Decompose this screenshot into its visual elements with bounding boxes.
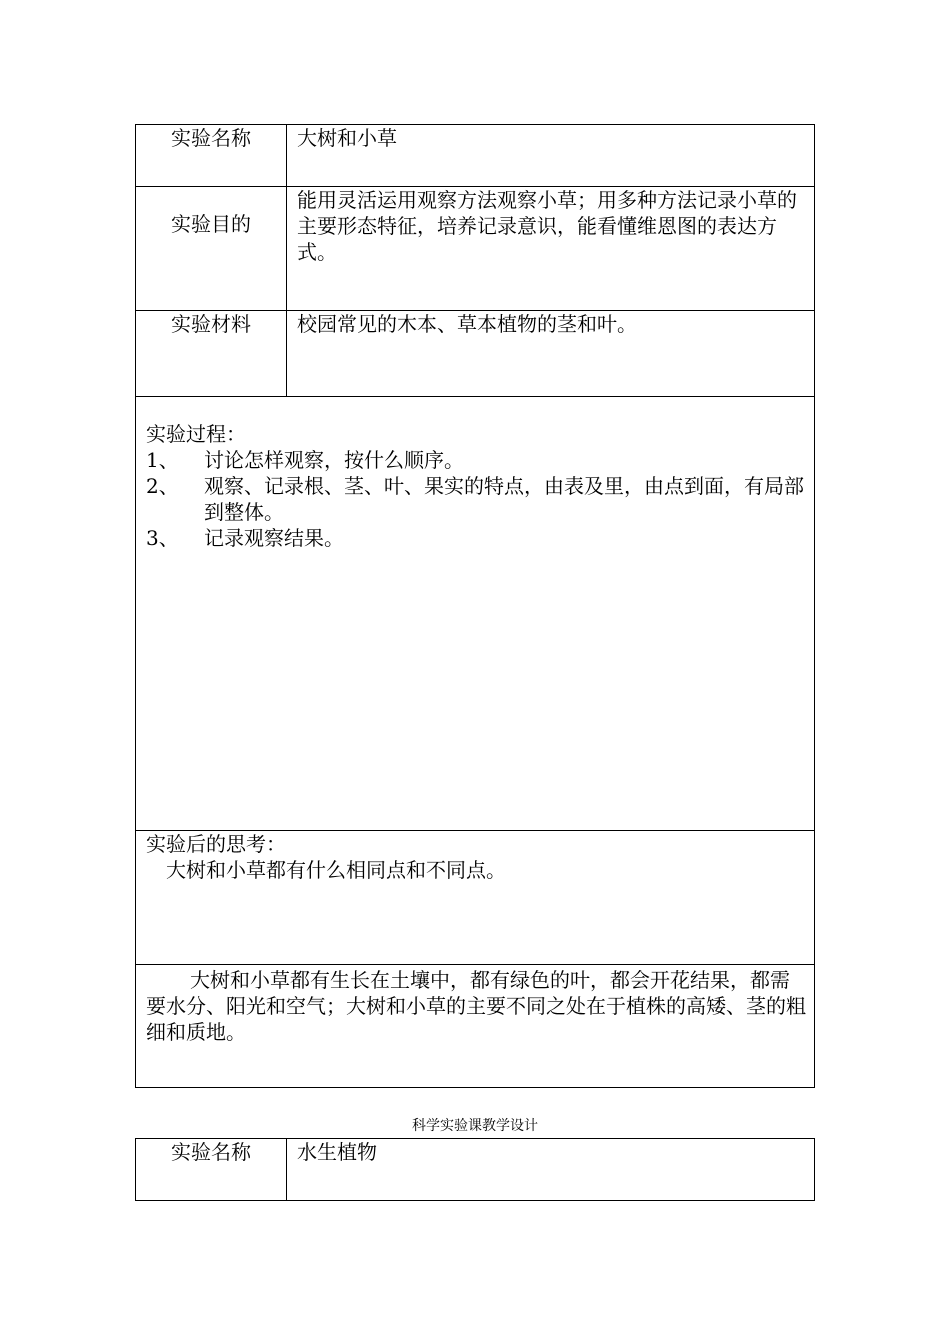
experiment-name-value: 水生植物 [287, 1139, 815, 1201]
process-step-text: 讨论怎样观察，按什么顺序。 [204, 448, 464, 472]
process-step [146, 447, 806, 473]
experiment-process-steps [146, 447, 806, 551]
process-step [146, 525, 806, 551]
reflection-cell [136, 831, 815, 965]
experiment-process-cell [136, 397, 815, 831]
process-step [146, 473, 806, 525]
experiment-name-value: 大树和小草 [287, 125, 815, 187]
reflection-question: 大树和小草都有什么相同点和不同点。 [166, 858, 506, 882]
experiment-purpose-label [136, 187, 287, 311]
experiment-purpose-value: 能用灵活运用观察方法观察小草；用多种方法记录小草的主要形态特征，培养记录意识，能看懂维恩图的表达方式。 [287, 187, 815, 311]
process-step-text: 观察、记录根、茎、叶、果实的特点，由表及里，由点到面，有局部到整体。 [204, 474, 804, 524]
process-step-number: 2、 [146, 474, 179, 498]
experiment-name-label: 实验名称 [136, 1139, 287, 1201]
process-step-text: 记录观察结果。 [204, 526, 344, 550]
answer-cell [136, 965, 815, 1088]
experiment-purpose-label-text: 实验目的 [171, 211, 251, 236]
answer-text: 大树和小草都有生长在土壤中，都有绿色的叶，都会开花结果，都需要水分、阳光和空气；大树和小草的主要不同之处在于植株的高矮、茎的粗细和质地。 [146, 968, 806, 1044]
experiment-materials-label: 实验材料 [136, 311, 287, 397]
process-step-number: 3、 [146, 526, 179, 550]
experiment-process-title: 实验过程： [146, 422, 246, 446]
reflection-title: 实验后的思考： [146, 832, 286, 856]
experiment-table-2 [135, 1138, 815, 1201]
process-step-number: 1、 [146, 448, 179, 472]
document-caption: 科学实验课教学设计 [412, 1118, 538, 1134]
experiment-table-1 [135, 124, 815, 1088]
experiment-materials-value: 校园常见的木本、草本植物的茎和叶。 [287, 311, 815, 397]
experiment-name-label: 实验名称 [136, 125, 287, 187]
